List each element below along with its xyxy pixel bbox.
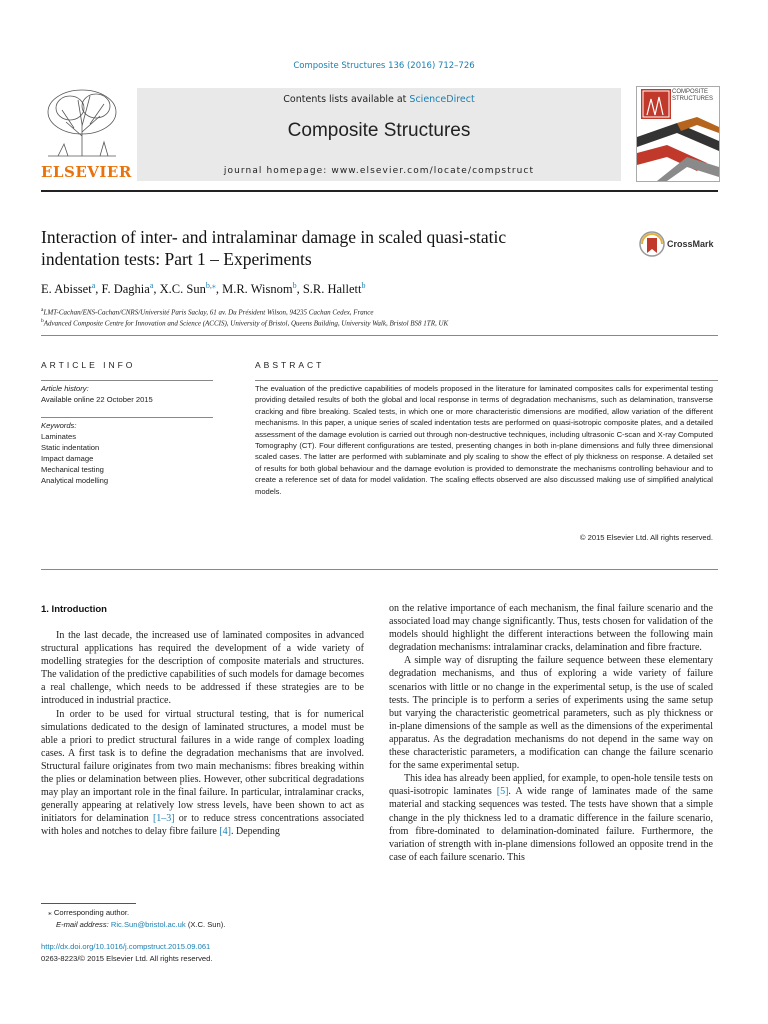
author-affiliation-sup[interactable]: a	[149, 281, 154, 290]
header-rule	[41, 190, 718, 192]
article-history	[41, 383, 153, 405]
affiliation-text: LMT-Cachan/ENS-Cachan/CNRS/Université Paris Saclay, 61 av. Du Président Wilson, 94235 Cachan Cedex, France	[43, 308, 374, 317]
history-value: Available online 22 October 2015	[41, 395, 153, 404]
paragraph-text: In order to be used for virtual structural testing, that is for numerical simulations dedicated to the design of laminated structures, a model must be able a priori to predict structural failures in a wide range of complex loading cases. A first task is to define the degradation mechanisms that are involved. Structural failure originates from two main mechanisms: fibres breaking within the plies or delamination between plies. However, other subcritical degradations may play an important role in the final failure. In particular, intralaminar cracks, generally appearing at relatively low stress levels, have been shown to act as initiators for delamination	[41, 708, 364, 825]
abstract-rule	[255, 380, 718, 381]
keyword: Analytical modelling	[41, 476, 109, 485]
email-link[interactable]: Ric.Sun@bristol.ac.uk	[110, 920, 186, 929]
journal-title: Composite Structures	[287, 120, 471, 141]
abstract-text: The evaluation of the predictive capabilities of models proposed in the literature for laminated composites calls for experimental testing providing detailed results of both the global and local response in terms of degradation mechanisms, such as delamination, transverse cracking and fibre breaking. Scaled tests, in which one or more characteristic dimensions are modified, allow variation of the different mechanisms. In this paper, a unique series of scaled indentation tests are performed on quasi-isotropic composite plates, and a detailed assessment of the damage evolution is carried out through non-destructive techniques, including ultrasonic C-scan and X-ray Computed Tomography (CT). Four different configurations are tested, presenting changes in both in-plane dimensions and fully three dimensional scaled cases. The latter are performed with sublaminate and ply scaling to show the effect of ply thickness on response. A detailed set of results for both global behaviour and the damage evolution is provided to demonstrate the mechanisms controlling behaviour and to create a reference set of data for model validation. The scaling effects observed are also discussed making use of simplified analytical models.	[255, 384, 713, 496]
author-affiliation-sup[interactable]: b	[292, 281, 297, 290]
keyword: Static indentation	[41, 443, 100, 452]
keyword: Mechanical testing	[41, 465, 104, 474]
author-separator: ,	[215, 282, 223, 297]
email-suffix: (X.C. Sun).	[185, 920, 226, 929]
affiliation-sup: b	[41, 318, 44, 324]
reference-link[interactable]: [5]	[496, 786, 509, 798]
author-affiliation-sup[interactable]: b,⁎	[205, 281, 216, 290]
author-name[interactable]: X.C. Sun	[159, 282, 206, 297]
cover-title	[672, 89, 716, 103]
corresponding-author-note: ⁎ Corresponding author.	[48, 908, 130, 917]
keywords-block	[41, 420, 108, 486]
title-line-2: indentation tests: Part 1 – Experiments	[41, 249, 312, 269]
cover-title-line-1: COMPOSITE	[672, 89, 709, 95]
author-affiliation-sup[interactable]: a	[91, 281, 96, 290]
paragraph: on the relative importance of each mechanism, the final failure scenario and the associated load may change significantly. Thus, tests chosen for validation of the models should highlight the different interactions between the following main degradation mechanisms: intralaminar cracks, delamination and fibre fracture.	[389, 603, 713, 654]
paragraph-text: . Depending	[230, 826, 280, 838]
body-column-right	[389, 602, 713, 864]
author-separator: ,	[296, 282, 303, 297]
author-affiliation-sup[interactable]: b	[361, 281, 366, 290]
paragraph	[41, 708, 364, 839]
keyword: Impact damage	[41, 454, 94, 463]
section-heading-introduction: 1. Introduction	[41, 604, 107, 615]
footnote-rule	[41, 903, 136, 904]
reference-link[interactable]: [1–3]	[152, 813, 175, 825]
article-info-heading: ARTICLE INFO	[41, 360, 136, 370]
contents-line	[137, 94, 621, 105]
paragraph-text: or to reduce stress concentrations associated with holes and notches to delay fibre failure	[41, 813, 364, 838]
paragraph-text: This idea has already been applied, for example, to open-hole tensile tests on quasi-isotropic laminates	[389, 773, 713, 798]
journal-citation[interactable]: Composite Structures 136 (2016) 712–726	[293, 61, 475, 71]
email-note	[56, 920, 386, 929]
abstract-bottom-rule	[41, 569, 718, 570]
keywords-label: Keywords:	[41, 421, 77, 430]
article-info-rule	[41, 380, 213, 381]
reference-link[interactable]: [4]	[219, 826, 231, 838]
author-separator: ,	[95, 282, 102, 297]
paragraph: A simple way of disrupting the failure sequence between these elementary degradation mechanisms, and thus of exploring a wide variety of failure scenarios with little or no change in the experimental setup, is the use of scaled tests. The principle is to perform a series of experiments using the same setup but varying the characteristic geometrical parameters, such as ply thickness or in-plane dimensions of the sample as well as the dimensions of the experimental apparatus. As the degradation mechanisms do not depend in the same way on these characteristic parameters, a modification can change the failure scenario for the same experimental setup.	[389, 655, 713, 772]
author-name[interactable]: E. Abisset	[41, 282, 92, 297]
author-name[interactable]: M.R. Wisnom	[222, 282, 293, 297]
keyword: Laminates	[41, 432, 77, 441]
doi-line	[41, 942, 371, 951]
elsevier-wordmark: ELSEVIER	[41, 163, 132, 181]
elsevier-tree-logo	[44, 86, 120, 158]
author-name[interactable]: F. Daghia	[101, 282, 150, 297]
crossmark-icon[interactable]	[639, 231, 665, 259]
paragraph: In the last decade, the increased use of laminated composites in advanced structural applications has required the development of a wide variety of modelling strategies for the description of composite materials and structures. The validation of the predictive capabilities of such models for damage becomes a real challenge, which needs to be addressed if these strategies are to be introduced in industrial practice.	[41, 630, 364, 707]
paragraph-text: . A wide range of laminates made of the same material and stacking sequences was tested. The tests have shown that a simple change in the ply thickness led to a dramatic difference in the failure scenario, from fibre-dominated to delamination-dominated failure. Furthermore, the variation of strength with in-plane dimensions followed an opposite trend in the case of each failure scenario. This	[389, 786, 713, 863]
history-label: Article history:	[41, 384, 89, 393]
author-separator: ,	[153, 282, 160, 297]
affiliation-sup: a	[41, 307, 44, 313]
abstract-heading: ABSTRACT	[255, 360, 325, 370]
title-line-1: Interaction of inter- and intralaminar damage in scaled quasi-static	[41, 227, 507, 247]
sciencedirect-link[interactable]: ScienceDirect	[409, 94, 475, 105]
crossmark-label[interactable]: CrossMark	[667, 239, 714, 249]
journal-homepage[interactable]: journal homepage: www.elsevier.com/locate/compstruct	[223, 166, 535, 176]
author-list	[41, 281, 721, 297]
doi-link[interactable]: http://dx.doi.org/10.1016/j.compstruct.2015.09.061	[41, 942, 211, 951]
paragraph	[389, 772, 713, 864]
email-label: E-mail address:	[56, 920, 111, 929]
affiliation-text: Advanced Composite Centre for Innovation and Science (ACCIS), University of Bristol, Queens Building, University Walk, Bristol BS8 1TR, UK	[43, 319, 449, 328]
affiliation-a	[41, 307, 721, 316]
issn-line: 0263-8223/© 2015 Elsevier Ltd. All rights reserved.	[41, 954, 213, 963]
contents-prefix: Contents lists available at	[283, 94, 410, 105]
affiliation-b	[41, 318, 721, 327]
abstract-copyright: © 2015 Elsevier Ltd. All rights reserved.	[579, 533, 713, 542]
author-name[interactable]: S.R. Hallett	[302, 282, 362, 297]
body-column-left	[41, 629, 364, 839]
affiliation-rule	[41, 335, 718, 336]
keywords-rule	[41, 417, 213, 418]
cover-title-line-2: STRUCTURES	[672, 96, 714, 102]
article-title	[41, 226, 621, 270]
